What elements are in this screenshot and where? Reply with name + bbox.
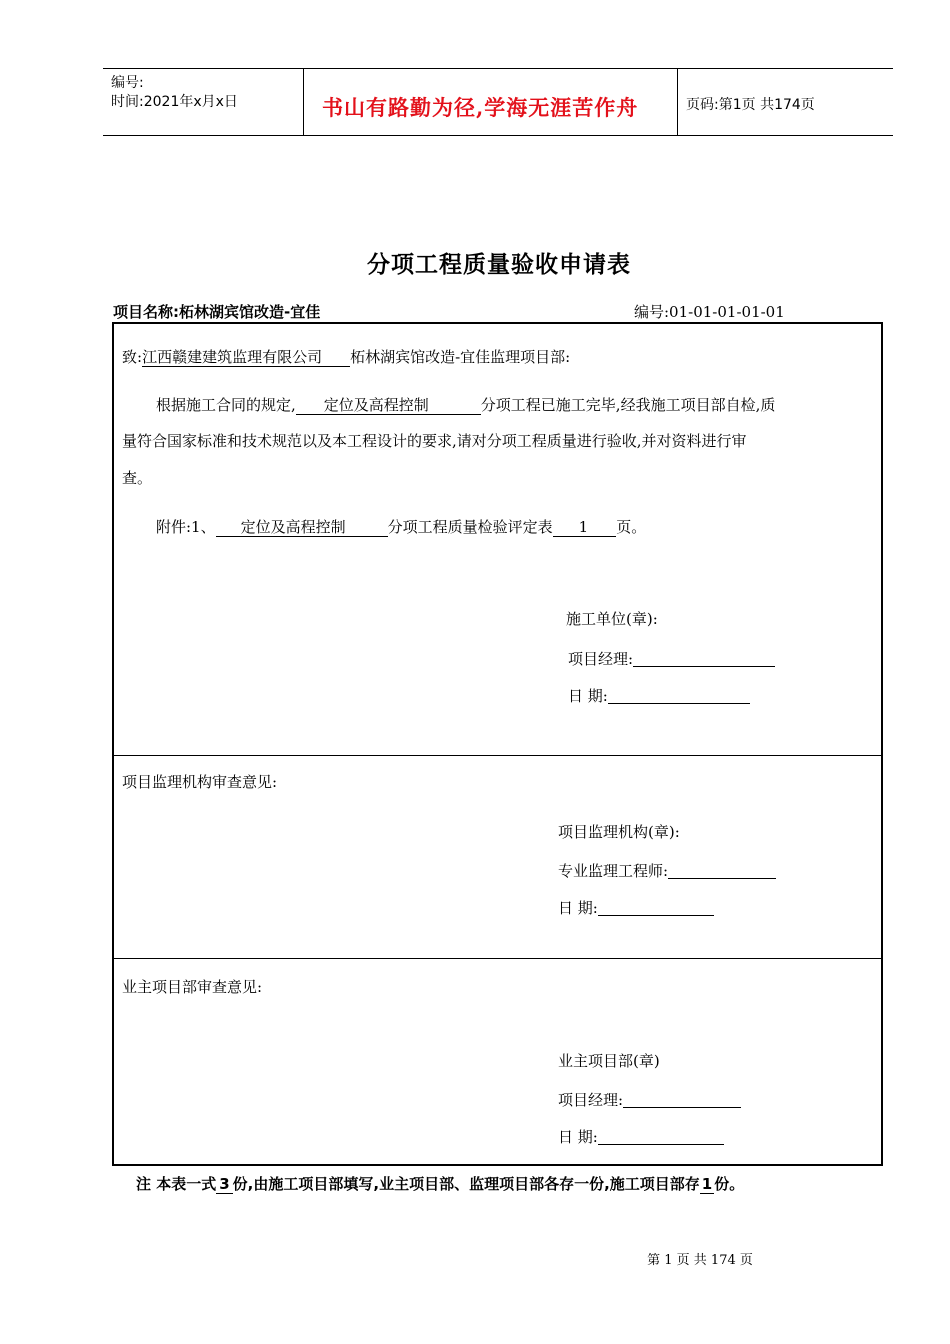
note-keep: 1 [701,1175,713,1193]
construction-date-label: 日 期: [568,687,608,705]
header-bottom-rule [103,135,893,136]
owner-manager-label: 项目经理: [558,1091,624,1109]
owner-date-row [558,1128,724,1145]
paragraph-line-1-a: 根据施工合同的规定, [156,396,296,414]
construction-manager-field[interactable] [633,650,775,667]
attachment-suffix: 页。 [616,518,647,536]
supervision-date-field[interactable] [598,899,714,916]
section-divider-1 [112,755,883,756]
construction-unit-label: 施工单位(章): [566,610,658,628]
addressee-line [122,349,570,367]
to-prefix: 致: [122,348,143,366]
supervision-engineer-field[interactable] [668,862,776,879]
header-top-rule [103,68,893,69]
attachment-pages: 1 [553,519,617,537]
project-name: 项目名称:柘林湖宾馆改造-宜佳 [113,303,321,321]
attachment-mid: 分项工程质量检验评定表 [387,518,553,536]
attachment-prefix: 附件:1、 [156,518,216,536]
paragraph-line-1 [156,397,775,415]
footer-page-number: 第 1 页 共 174 页 [647,1253,753,1268]
header-time-label: 时间:2021年x月x日 [111,94,238,110]
owner-heading: 业主项目部审查意见: [122,978,263,996]
supervision-engineer-label: 专业监理工程师: [558,862,669,880]
section-divider-2 [112,958,883,959]
note-suffix: 份。 [714,1175,745,1193]
to-dept: 柘林湖宾馆改造-宜佳监理项目部: [350,348,571,366]
header-divider-left [303,68,304,136]
header-slogan: 书山有路勤为径,学海无涯苦作舟 [322,95,639,120]
form-number: 编号:01-01-01-01-01 [634,303,785,321]
supervision-org-label: 项目监理机构(章): [558,823,680,841]
owner-dept-label: 业主项目部(章) [558,1052,660,1070]
header-divider-right [677,68,678,136]
paragraph-line-1-b: 分项工程已施工完毕,经我施工项目部自检,质 [480,396,776,414]
construction-manager-row [568,650,775,667]
paragraph-line-2: 量符合国家标准和技术规范以及本工程设计的要求,请对分项工程质量进行验收,并对资料进行审 [122,432,747,450]
construction-date-field[interactable] [608,687,750,704]
note-copies: 3 [216,1176,232,1194]
form-note [136,1173,744,1194]
to-company: 江西赣建建筑监理有限公司 [142,349,350,367]
subproject-name: 定位及高程控制 [296,397,481,415]
supervision-engineer-row [558,862,776,879]
owner-date-field[interactable] [598,1128,724,1145]
supervision-heading: 项目监理机构审查意见: [122,773,278,791]
note-prefix: 注 本表一式 [136,1175,217,1193]
header-number-label: 编号: [111,75,144,91]
construction-date-row [568,687,750,704]
owner-date-label: 日 期: [558,1128,598,1146]
attachment-line [156,519,646,537]
supervision-date-label: 日 期: [558,899,598,917]
owner-manager-row [558,1091,741,1108]
note-middle: 份,由施工项目部填写,业主项目部、监理项目部各存一份,施工项目部存 [232,1175,700,1193]
paragraph-line-3: 查。 [122,469,153,487]
supervision-date-row [558,899,714,916]
page-title: 分项工程质量验收申请表 [367,251,631,278]
attachment-item: 定位及高程控制 [216,519,388,537]
construction-manager-label: 项目经理: [568,650,634,668]
owner-manager-field[interactable] [623,1091,741,1108]
header-page-info: 页码:第1页 共174页 [686,97,815,113]
